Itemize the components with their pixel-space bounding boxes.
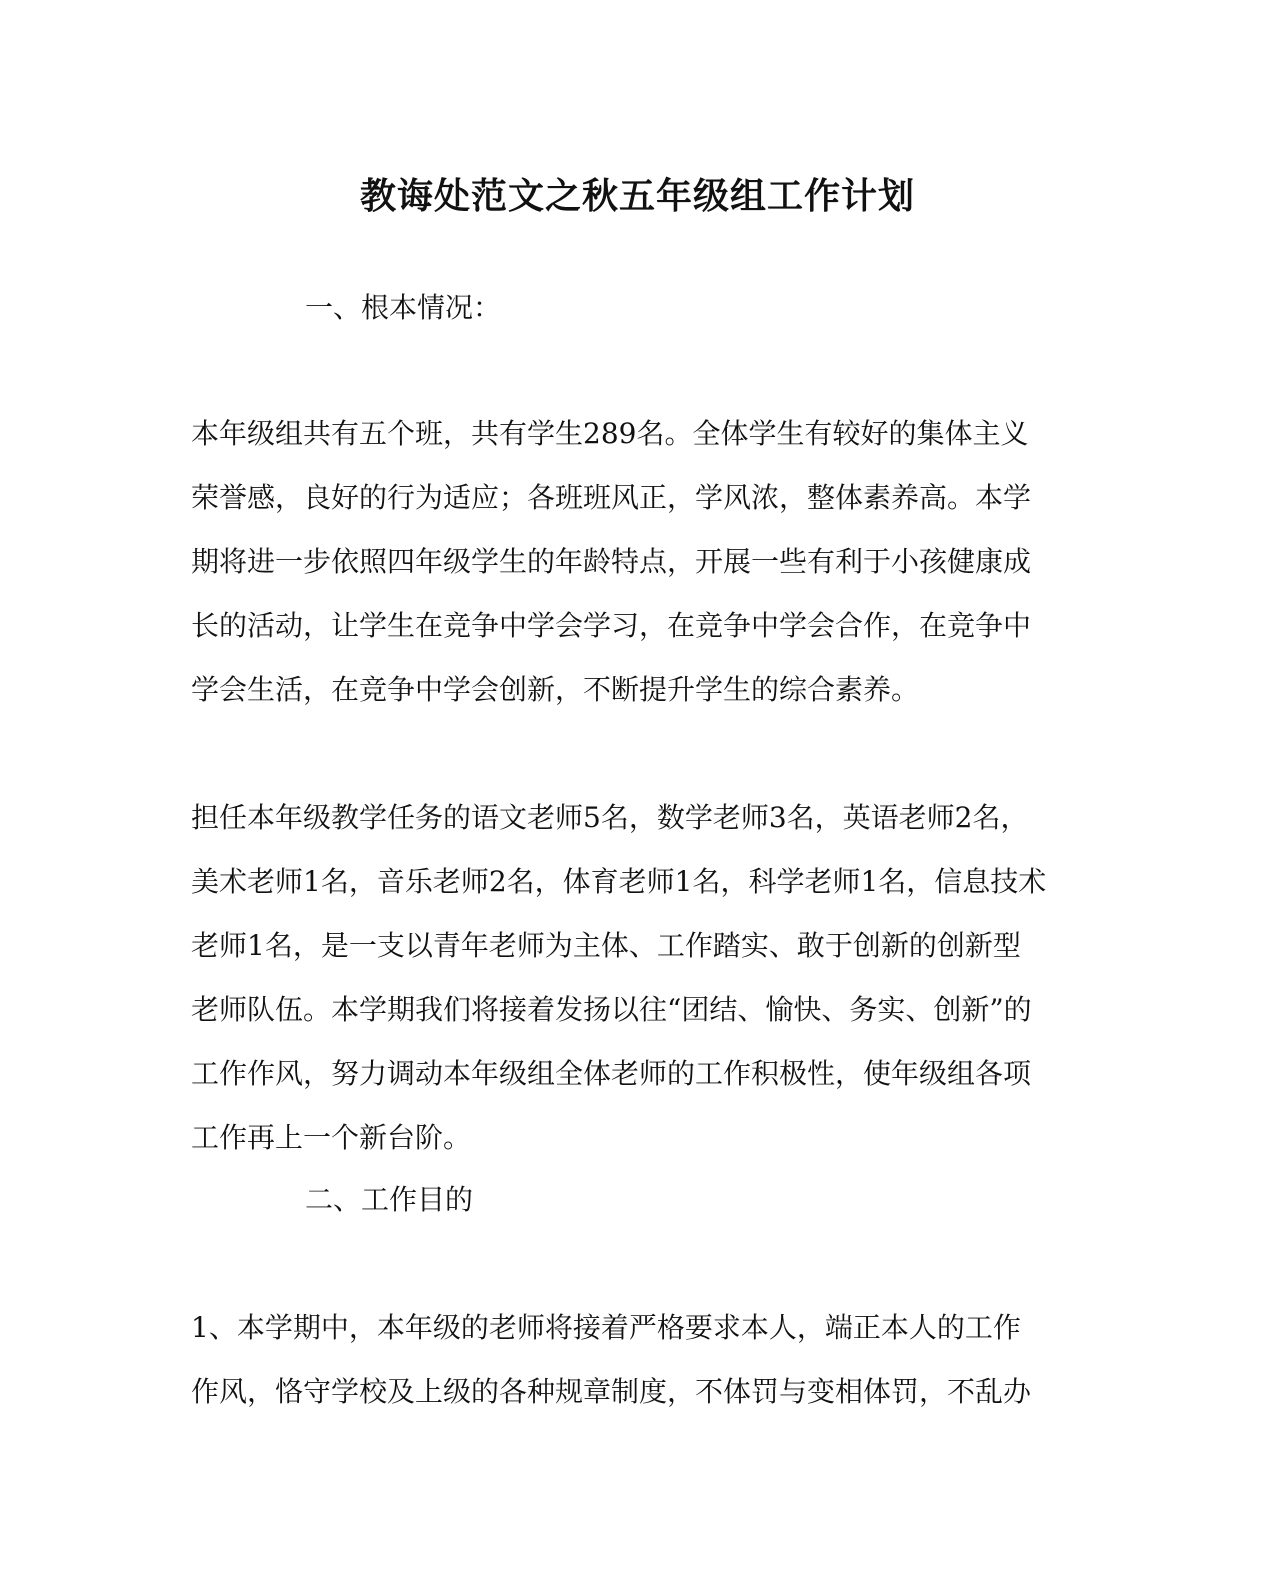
paragraph-teaching-staff bbox=[191, 786, 1061, 1170]
paragraph-work-goals bbox=[191, 1296, 1061, 1424]
paragraph-line: 老师1名，是一支以青年老师为主体、工作踏实、敢于创新的创新型 bbox=[191, 929, 1021, 962]
paragraph-line: 期将进一步依照四年级学生的年龄特点，开展一些有利于小孩健康成 bbox=[191, 545, 1032, 578]
section-heading-1: 一、根本情况： bbox=[305, 291, 502, 324]
paragraph-line: 担任本年级教学任务的语文老师5名，数学老师3名，英语老师2名， bbox=[191, 801, 1029, 834]
paragraph-line: 作风，恪守学校及上级的各种规章制度，不体罚与变相体罚，不乱办 bbox=[191, 1375, 1032, 1408]
paragraph-line: 本年级组共有五个班，共有学生289名。全体学生有较好的集体主义 bbox=[191, 417, 1029, 450]
paragraph-line: 工作作风，努力调动本年级组全体老师的工作积极性，使年级组各项 bbox=[191, 1057, 1032, 1090]
paragraph-line: 长的活动，让学生在竞争中学会学习，在竞争中学会合作，在竞争中 bbox=[191, 609, 1032, 642]
section-heading-2: 二、工作目的 bbox=[305, 1183, 474, 1216]
paragraph-line: 美术老师1名，音乐老师2名，体育老师1名，科学老师1名，信息技术 bbox=[191, 865, 1047, 898]
paragraph-line: 1、本学期中，本年级的老师将接着严格要求本人，端正本人的工作 bbox=[191, 1311, 1021, 1344]
paragraph-basic-situation bbox=[191, 402, 1061, 722]
paragraph-line: 老师队伍。本学期我们将接着发扬以往“团结、愉快、务实、创新”的 bbox=[191, 993, 1032, 1026]
paragraph-line: 荣誉感，良好的行为适应；各班班风正，学风浓，整体素养高。本学 bbox=[191, 481, 1032, 514]
paragraph-line: 学会生活，在竞争中学会创新，不断提升学生的综合素养。 bbox=[191, 673, 920, 706]
paragraph-line: 工作再上一个新台阶。 bbox=[191, 1121, 472, 1154]
document-title: 教诲处范文之秋五年级组工作计划 bbox=[359, 175, 915, 217]
